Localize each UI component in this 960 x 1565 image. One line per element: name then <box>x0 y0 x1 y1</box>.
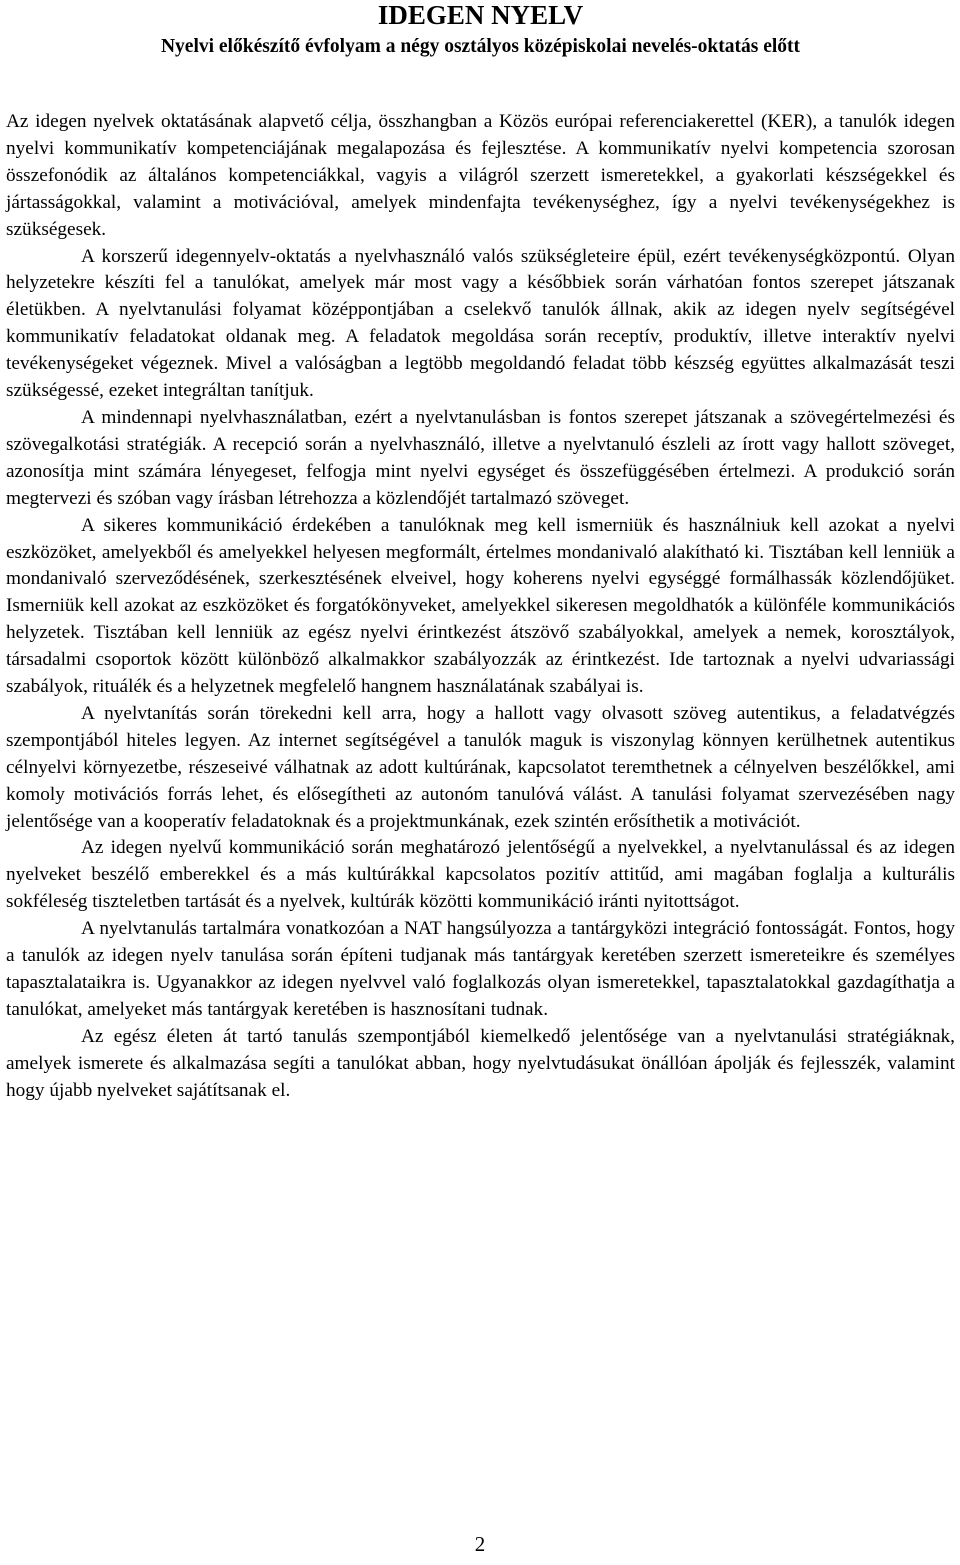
document-subtitle: Nyelvi előkészítő évfolyam a négy osztályos középiskolai nevelés-oktatás előtt <box>160 36 801 57</box>
paragraph-1: Az idegen nyelvek oktatásának alapvető célja, összhangban a Közös európai referenciakerettel (KER), a tanulók idegen nyelvi kommunikatív kompetenciájának megalapozása és fejlesztése. A kommunikatív nyelvi kompetencia szorosan összefonódik az általános kompetenciákkal, vagyis a világról szerzett ismeretekkel, a gyakorlati készségekkel és jártasságokkal, valamint a motivációval, amelyek mindenfajta tevékenységhez, így a nyelvi tevékenységekhez is szükségesek. <box>6 111 955 240</box>
document-title: IDEGEN NYELV <box>377 0 584 30</box>
document-page <box>6 0 955 1105</box>
paragraph-3: A mindennapi nyelvhasználatban, ezért a nyelvtanulásban is fontos szerepet játszanak a szövegértelmezési és szövegalkotási stratégiák. A recepció során a nyelvhasználó, illetve a nyelvtanuló észleli az írott vagy hallott szöveget, azonosítja mint számára lényegeset, felfogja mint nyelvi egységet és összefüggésében értelmezi. A produkció során megtervezi és szóban vagy írásban létrehozza a közlendőjét tartalmazó szöveget. <box>6 406 955 509</box>
paragraph-8: Az egész életen át tartó tanulás szempontjából kiemelkedő jelentősége van a nyelvtanulási stratégiáknak, amelyek ismerete és alkalmazása segíti a tanulókat abban, hogy nyelvtudásukat önállóan ápolják és fejlesszék, valamint hogy újabb nyelveket sajátítsanak el. <box>6 1025 955 1101</box>
paragraph-7: A nyelvtanulás tartalmára vonatkozóan a NAT hangsúlyozza a tantárgyközi integráció fontosságát. Fontos, hogy a tanulók az idegen nyelv tanulása során építeni tudjanak más tantárgyak keretében szerzett ismereteikre és személyes tapasztalataikra is. Ugyanakkor az idegen nyelvvel való foglalkozás olyan ismeretekkel, tapasztalatokkal gazdagíthatja a tanulókat, amelyeket más tantárgyak keretében is hasznosítani tudnak. <box>6 918 955 1020</box>
paragraph-6: Az idegen nyelvű kommunikáció során meghatározó jelentőségű a nyelvekkel, a nyelvtanulással és az idegen nyelveket beszélő emberekkel és a más kultúrákkal kapcsolatos pozitív attitűd, ami magában foglalja a kulturális sokféleség tiszteletben tartását és a nyelvek, kultúrák közötti kommunikáció iránti nyitottságot. <box>6 837 955 913</box>
page-number: 2 <box>474 1532 486 1556</box>
paragraph-2: A korszerű idegennyelv-oktatás a nyelvhasználó valós szükségleteire épül, ezért tevékenységközpontú. Olyan helyzetekre készíti fel a tanulókat, amelyek már most vagy a későbbiek során várhatóan fontos szerepet játszanak életükben. A nyelvtanulási folyamat középpontjában a cselekvő tanulók állnak, akik az idegen nyelv segítségével kommunikatív feladatokat oldanak meg. A feladatok megoldása során receptív, produktív, illetve interaktív nyelvi tevékenységeket végeznek. Mivel a valóságban a legtöbb megoldandó feladat több készség együttes alkalmazását teszi szükségessé, ezeket integráltan tanítjuk. <box>6 245 955 402</box>
paragraph-5: A nyelvtanítás során törekedni kell arra, hogy a hallott vagy olvasott szöveg autentikus, a feladatvégzés szempontjából hiteles legyen. Az internet segítségével a tanulók maguk is viszonylag könnyen kerülhetnek autentikus célnyelvi környezetbe, részeseivé válhatnak az adott kultúrának, kapcsolatot teremthetnek a célnyelven beszélőkkel, ami komoly motivációs forrás lehet, és elősegítheti az autonóm tanulóvá válást. A tanulási folyamat szervezésében nagy jelentősége van a kooperatív feladatoknak és a projektmunkának, ezek szintén erősíthetik a motivációt. <box>6 702 955 832</box>
document-body <box>6 109 955 1105</box>
paragraph-4: A sikeres kommunikáció érdekében a tanulóknak meg kell ismerniük és használniuk kell azokat a nyelvi eszközöket, amelyekből és amelyekkel helyesen megformált, értelmes mondanivaló alakítható ki. Tisztában kell lenniük a mondanivaló szerveződésének, szerkesztésének elveivel, hogy koherens nyelvi egységgé formálhassák közlendőjüket. Ismerniük kell azokat az eszközöket és forgatókönyveket, amelyekkel sikeresen megoldhatók a különféle kommunikációs helyzetek. Tisztában kell lenniük az egész nyelvi érintkezést átszövő szabályokkal, amelyek a nemek, korosztályok, társadalmi csoportok között különböző alkalmakkor szabályozzák az érintkezést. Ide tartoznak a nyelvi udvariassági szabályok, rituálék és a helyzetnek megfelelő hangnem használatának szabályai is. <box>6 514 955 698</box>
